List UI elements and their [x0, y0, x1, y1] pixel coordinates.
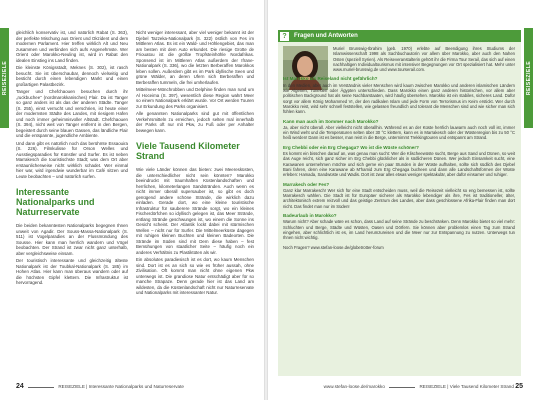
qa-text — [283, 46, 515, 251]
left-c1-para-2: Die kleinste Königsstadt, Meknes (S. 302), ist rasch besucht. Sie ist überschaubar, dennoch vielseitig und besticht durch einen lebendigen Markt und einen großartigen Palastbezirk. — [16, 65, 128, 87]
left-c2-para-4: Wie viele Länder können das bieten: zwei Meeresküsten, die unterschiedlicher nicht sein könnten? Marokko beeindruckt mit traumhaften Küstenlandschaften und herrlichen, kilometerlangen Sandstränden. Auch wenn es nicht immer überall supersauber ist, so gibt es doch genügend andere schöne Strände, die wirklich dazu einladen. Gerade dort, wo eine kleine touristische Infrastruktur für sauberere Strände sorgt, wo ein kleines Fischerdörfchen so idyllisch gelegen ist, das Meer Strände, entlang Strände geschwungen ist, wo einem die Sonne ins Gesicht scheint. Der Atlantik lockt dabei mit stürmischen Wellen – nicht nur für Surfer. Die Mittelmeerküste dagegen mit ruhigen kleinen Buchten und kleinen Badeorten. Die Strände im Süden sind mit Dem diese haben – fest Bemühungen von staatlicher Seite – häufig noch ein anderes Verhältnis zu Plastiktüten als wir. — [136, 167, 254, 255]
left-c1-para-6: Der touristisch interessante und gleichzeitig älteste Nationalpark ist der Toubkal-Nationalpark (S. 185) im Hohen Atlas. Hier kann man überaus wandern oder auf die höchsten Gipfel klettern. Die Infrastruktur ist hervorragend. — [16, 258, 128, 285]
right-page-number: 25 — [515, 383, 523, 390]
qa-answer-4: Ganz klar Marrakesch! Wer sich für eine Stadt entscheiden muss, weil die Reisezeit vielleicht so eng bemessen ist, sollte Marrakesch wählen. Die Stadt ist für Europäer sicherer als Marokko lebendiger als ihre, Fes ist traditioneller, älter, architektonisch extrem reizvoll und das geistige Zentrum des Landes, aber dass geschlossene Afrika-Flair finden man dort nicht. Das findet man nur im Süden! — [283, 187, 515, 209]
question-mark-icon: ? — [280, 32, 289, 41]
left-footer-label: REISEZIELE | Interessante Nationalparks und Naturreservate — [58, 384, 184, 389]
left-c1-para-5: Die beiden bekanntesten Nationalparks begegnen Ihnen unweit von Agadir. Der Souss-Massa-Nationalpark (S. 511) ist Vogelparadies an der Flussmündung des Sousse. Hier kann man herrlich wandern und Vögel beobachten. Der Strand ist zwar nicht ganz unterhalb, aber vergleichsweise einsam. — [16, 223, 128, 256]
left-c2-para-2: Mittelmeer-Mönchrobben und Delphine finden man rund um Al Hoceima (S. 397), wesentlich diese Region wahrt Meer so einem Nationalpark erklärt wurde. Vor Ort werden Touren zur Erkundung des Parks organisiert. — [136, 87, 254, 109]
left-column-2 — [136, 30, 254, 298]
qa-answer-1: In den Medien, aber auch im Verständnis vieler Menschen wird kaum zwischen Marokko und anderen islamischen Ländern wie Algerien, Tunesien oder Ägypten unterschieden. Dass Marokko einen ganz anderen historischen, vor allem aber politischen Background hat als seine Nachbarstaaten, wird häufig übersehen. Marokko ist ein stabiles, sicheres Land. Dafür sorgt vor allem König Mohammed VI, der den radikalen Islam und jede Form von Terrorismus im Keim erstickt. Wer durch Marokko reist, wird sehr schnell feststellen, wie gelassen freundlich und tolerant die Menschen sind und wie sicher man sich fühlen kann. — [283, 82, 515, 115]
qa-question-4: Marrakech oder Fes? — [283, 181, 330, 187]
right-footer-label: REISEZIELE | Viele Tausend Kilometer Strand — [419, 384, 514, 389]
right-footer-rule — [389, 387, 415, 388]
left-c1-para-4: Und dann gibt es natürlich noch das berühmte Essaouira (S. 226). Filmkulisse für Orson Welles und Ausstiegsparadies für Künstler und Surfer. Es ist neben Marrakesch die touristischste Stadt; was dem Ort aber erstaunlicherweise nicht wirklich schadet. Wer einmal hier war, wird irgendwie wunderbar im Café sitzen und Leute beobachten – und natürlich surfen. — [16, 140, 128, 179]
heading-nationalparks: Interessante Nationalparks und Naturreservate — [16, 187, 95, 217]
left-column-1 — [16, 30, 128, 288]
qa-question-2: Kann man auch im Sommer nach Marokko? — [283, 118, 379, 124]
right-footer — [283, 382, 523, 392]
qa-answer-2: Ja, aber nicht überall. Aber vielleicht nicht überallhin. Während es an der Küste herrlich lauwarm auch noch voll ist, immer ein Wind weht und die Temperaturen selten über 30 °C klettern, kann es in Marrakesch oder der Wüstenregion bis zu 50 °C heiß werden! Dann ist es besser, man reist in die Berge, unternimmt Trekkingtouren und entspannt am Strand. — [283, 124, 515, 141]
qa-title: Fragen und Antworten — [294, 33, 358, 39]
left-footer-rule — [28, 387, 54, 388]
qa-answer-5: Warum nicht? Aber schade wäre es schon, dass Land auf seine Strände zu beschränken. Denn Marokko bietet so viel mehr: Schluchten und Berge, Städte und Wüsten, Oasen und Dörfern. Sie können aber problemlos einen Tag zum Strand eingehen, aber schlichtlich ist es, im Land herumzureisen und die Meer nur zur Entspannung zu nutzen. Unterwegs tun Ihnen nicht wichtig. — [283, 219, 515, 241]
qa-answer-3: Es kommt ein bisschen darauf an, was genau man sucht: Wer die Klischeewüste sucht, Berge aus Sand und Dünen, so weit das Auge reicht, sich ganz sicher im Erg Chebbi glücklicher als in südlicheren Dünen. Wer jedoch Einsamkeit sucht, eine Karawanen unternehmen möchte und sich gerne ein paar Stunden in der Wüste aufhalten, sollte sich südlich des Djebel Bani fahren, denn eine Karawane ab M'hamid zum Erg Chegaga bucheen und dann alle Landschaftsformen der Wüste erleben: Hamada, Sandwüste und Wadis. Dort ist zwar alles etwas weniger spektakulär, aber dafür einsamer und ruhiger. — [283, 151, 515, 178]
side-tab-right-label: REISEZIELE — [525, 60, 532, 96]
left-c2-para-5: Ein absolutes paradiesisch ist es dort, wo kaum Menschen sind. Dort ist es an sich so wie es früher aussah, ohne Zivilisation. Oft kommt man nicht ohne eigenen Pkw unterwegs ist. Die grandiose Natur entschädigt aber für so manche Strapaze. Denn gerade hier ist das Land am wildesten, da die Küstenlandschaft nicht nur Naturreservate und Nationalparks mit interessanter Natur. — [136, 257, 254, 295]
right-footer-url[interactable]: www.stefan-loose.de/marokko — [323, 384, 385, 389]
qa-contact: Noch Fragen? www.stefan-loose.de/globetrotter-forum — [283, 244, 384, 250]
qa-intro: Muriel Brunswig-Ibrahim (geb. 1970) erlebte auf Beendigung ihres Studiums der Islamwissenschaft 1998 als Sachbuchautorin vor allem über Marokko, aber auch den Nahen Osten (speziell Syrien). Als Reiseveranstalterin gehört ihr die Firma Tour Serail, das sich auf einen nachhaltigen Individualtourismus mit intensiver Begegnungen vor Ort spezialisiert hat. Mehr unter www.muriel-brunswig.de und www.tourserail.com. — [333, 46, 515, 73]
qa-question-3: Erg Chebbi oder ein Erg Chegaga? Wo ist die Wüste schöner? — [283, 144, 419, 150]
qa-header — [278, 30, 521, 42]
side-tab-left-label: REISEZIELE — [1, 60, 8, 96]
side-tab-right — [524, 28, 533, 128]
heading-strand: Viele Tausend Kilometer Strand — [136, 141, 240, 161]
left-page-number: 24 — [16, 383, 24, 390]
left-c1-para-3: Tanger und Chefchaouen besuchen durch ihr „ruckbuchee“ (nordmarokkanisches) Flair. Da ist Tanger so ganz anders ist als das der anderen Städte. Tanger (S. 255), einst verrucht und verschrien, ist heute einer der modernsten Städte des Landes, mit riesigem Hafen und noch immer geheimnisvoller Altstadt. Chefchaouen (S. 394), nicht weit von Tanger entfernt in den Bergen, begeistert durch seine blauen Gassen, das ländliche Flair und die entspannte, jugendliche Ambiente. — [16, 89, 128, 138]
qa-question-1: Ist Marokko als Reiseland nicht gefährlich? — [283, 76, 378, 82]
left-c2-para-3: Alle genannten Nationalparks sind gut mit öffentlichen Verkehrsmitteln zu erreichen, jedoch selten mal innerhalb der Parks oft nur mit Pkw, zu Fuß oder per Anhalter bewegen kann. — [136, 111, 254, 133]
left-page — [0, 0, 264, 400]
left-footer — [16, 382, 256, 392]
left-c2-para-1: Nicht weniger interessant, aber viel weniger bekannt ist der Djebel Tazzeka-Nationalpark (S. 322) östlich von Fes im Mittleren Atlas. Es ist ein Wald- und Höhlengebiet, das man am besten mit dem Auto erkundet. Die riesige Grotte de Friouatou ist die größte Tropfsteinhöhle Nordafrikas. Sponsend ist im Mittleren Atlas außerdem der Ifrane-Nationalpark (S. 336), wo die letzten Berberaffen Marokkos leben sollen. Außerdem gibt es im Park idyllische Seen und grüne Wälder, an deren Ufern sich Berberaffen und Berberaffen tummeln, die frei umherlaufen. — [136, 30, 254, 85]
right-page — [268, 0, 533, 400]
left-c1-para-1: gleichlich konservativ ist, und natürlich Rabat (S. 363), der perfekte Mischung aus Orient und Okzident und dem modernen Parlament. Hier treffen wirklich Alt und Neu zusammen und verbinden sich aufs Angenehmste. Wer Orient oder Marokko-Neuling ist, wird in Rabat den idealen Einstieg ins Land finden. — [16, 30, 128, 63]
side-tab-left — [0, 28, 9, 128]
qa-question-5: Badeurlaub in Marokko? — [283, 213, 337, 219]
